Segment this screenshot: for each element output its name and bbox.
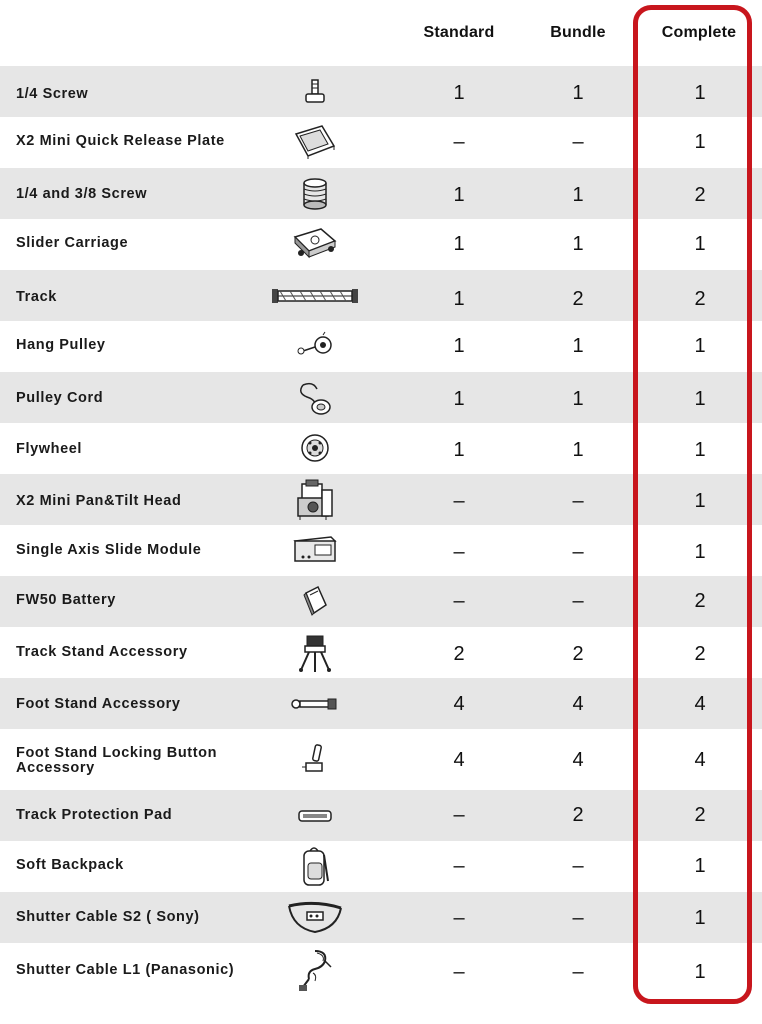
bundle-qty: 1	[572, 233, 584, 255]
table-row	[0, 790, 762, 841]
standard-qty: –	[453, 804, 465, 826]
complete-qty: 1	[694, 388, 706, 410]
bundle-qty: 1	[572, 184, 584, 206]
bundle-qty: 1	[572, 82, 584, 104]
standard-qty: 1	[453, 388, 465, 410]
track-icon	[270, 285, 360, 307]
standard-qty: 1	[453, 82, 465, 104]
slide-module-icon	[270, 533, 360, 567]
column-header-complete: Complete	[661, 24, 737, 41]
bundle-qty: –	[572, 961, 584, 983]
table-row	[0, 729, 762, 790]
complete-qty: 4	[694, 693, 706, 715]
item-name: 1/4 and 3/8 Screw	[16, 186, 148, 202]
foot-stand-icon	[270, 696, 360, 712]
protection-pad-icon	[270, 807, 360, 825]
item-name: 1/4 Screw	[16, 86, 89, 102]
complete-qty: 1	[694, 131, 706, 153]
table-header	[0, 0, 762, 66]
standard-qty: 4	[453, 693, 465, 715]
table-row	[0, 525, 762, 576]
table-row	[0, 219, 762, 270]
item-name: X2 Mini Quick Release Plate	[16, 133, 225, 149]
item-name: Shutter Cable S2 ( Sony)	[16, 909, 200, 925]
item-name: X2 Mini Pan&Tilt Head	[16, 493, 182, 509]
item-name: Slider Carriage	[16, 235, 129, 251]
table-row	[0, 678, 762, 729]
standard-qty: –	[453, 855, 465, 877]
standard-qty: –	[453, 590, 465, 612]
bundle-qty: –	[572, 541, 584, 563]
table-row	[0, 474, 762, 525]
standard-qty: 2	[453, 643, 465, 665]
bundle-qty: –	[572, 855, 584, 877]
item-name: Track Stand Accessory	[16, 644, 188, 660]
table-row	[0, 168, 762, 219]
table-row	[0, 576, 762, 627]
table-row	[0, 372, 762, 423]
complete-qty: 1	[694, 233, 706, 255]
standard-qty: 1	[453, 288, 465, 310]
bundle-qty: 4	[572, 693, 584, 715]
table-row	[0, 943, 762, 998]
bundle-qty: –	[572, 131, 584, 153]
complete-qty: 1	[694, 961, 706, 983]
bundle-qty: 4	[572, 749, 584, 771]
bundle-qty: –	[572, 490, 584, 512]
screw-icon	[270, 78, 360, 106]
table-row	[0, 321, 762, 372]
pan-tilt-head-icon	[270, 478, 360, 522]
standard-qty: 1	[453, 184, 465, 206]
hang-pulley-icon	[270, 331, 360, 361]
column-header-standard: Standard	[423, 24, 495, 41]
complete-qty: 2	[694, 184, 706, 206]
bundle-qty: –	[572, 590, 584, 612]
standard-qty: –	[453, 131, 465, 153]
complete-qty: 1	[694, 541, 706, 563]
item-name: Foot Stand Accessory	[16, 696, 181, 712]
bundle-qty: 1	[572, 388, 584, 410]
backpack-icon	[270, 845, 360, 889]
flywheel-icon	[270, 432, 360, 464]
bundle-qty: –	[572, 907, 584, 929]
table-row	[0, 270, 762, 321]
complete-qty: 2	[694, 590, 706, 612]
table-row	[0, 66, 762, 117]
item-name: Single Axis Slide Module	[16, 542, 202, 558]
item-name: Track Protection Pad	[16, 807, 173, 823]
complete-qty: 1	[694, 490, 706, 512]
item-name: Pulley Cord	[16, 390, 104, 406]
standard-qty: –	[453, 490, 465, 512]
standard-qty: –	[453, 961, 465, 983]
track-stand-icon	[270, 632, 360, 674]
complete-qty: 1	[694, 82, 706, 104]
standard-qty: 1	[453, 233, 465, 255]
complete-qty: 4	[694, 749, 706, 771]
complete-qty: 2	[694, 804, 706, 826]
slider-carriage-icon	[270, 225, 360, 261]
item-name: Hang Pulley	[16, 337, 106, 353]
complete-qty: 2	[694, 643, 706, 665]
pulley-cord-icon	[270, 379, 360, 417]
complete-qty: 1	[694, 439, 706, 461]
item-name: Foot Stand Locking Button Accessory	[16, 745, 218, 776]
bundle-qty: 2	[572, 643, 584, 665]
item-name: Track	[16, 289, 57, 305]
standard-qty: 1	[453, 335, 465, 357]
standard-qty: 1	[453, 439, 465, 461]
bundle-qty: 1	[572, 439, 584, 461]
complete-qty: 1	[694, 335, 706, 357]
table-row	[0, 117, 762, 168]
item-name: Soft Backpack	[16, 857, 124, 873]
standard-qty: 4	[453, 749, 465, 771]
battery-icon	[270, 585, 360, 617]
comparison-table	[0, 66, 762, 998]
table-row	[0, 423, 762, 474]
quick-release-plate-icon	[270, 124, 360, 160]
complete-qty: 2	[694, 288, 706, 310]
shutter-cable-sony-icon	[270, 900, 360, 936]
bundle-qty: 1	[572, 335, 584, 357]
table-row	[0, 841, 762, 892]
column-header-bundle: Bundle	[550, 24, 606, 41]
table-row	[0, 892, 762, 943]
item-name: Flywheel	[16, 441, 83, 457]
locking-button-icon	[270, 743, 360, 777]
shutter-cable-panasonic-icon	[270, 947, 360, 993]
table-row	[0, 627, 762, 678]
complete-qty: 1	[694, 907, 706, 929]
threaded-screw-icon	[270, 177, 360, 211]
standard-qty: –	[453, 541, 465, 563]
item-name: FW50 Battery	[16, 592, 116, 608]
standard-qty: –	[453, 907, 465, 929]
item-name: Shutter Cable L1 (Panasonic)	[16, 962, 235, 978]
bundle-qty: 2	[572, 804, 584, 826]
complete-qty: 1	[694, 855, 706, 877]
bundle-qty: 2	[572, 288, 584, 310]
